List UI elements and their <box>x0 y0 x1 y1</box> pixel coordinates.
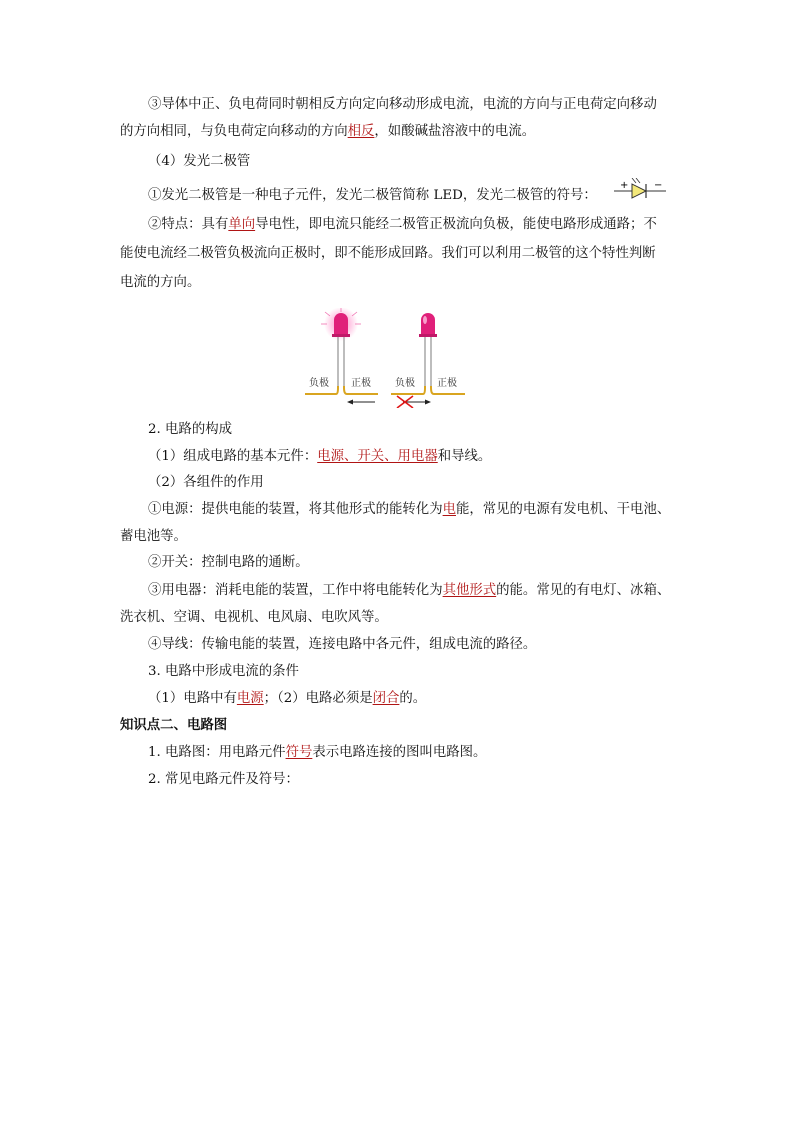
text-line-16: ④导线：传输电能的装置，连接电路中各元件，组成电流的路径。 <box>148 637 537 652</box>
text: 1. 电路图：用电路元件 <box>148 745 286 760</box>
answer-highlight: 符号 <box>285 745 313 760</box>
text-line-15: 洗衣机、空调、电视机、电风扇、电吹风等。 <box>120 610 388 625</box>
text-line-10: （2）各组件的作用 <box>148 475 264 490</box>
answer-highlight: 单向 <box>228 217 256 232</box>
text: ；（2）电路必须是 <box>263 691 373 706</box>
text: 的能。常见的有电灯、冰箱、 <box>496 583 671 598</box>
text-line-12: 蓄电池等。 <box>120 529 187 544</box>
text: 的。 <box>399 691 427 706</box>
left-negative-label: 负极 <box>309 378 329 389</box>
text-line-11 <box>148 500 670 520</box>
text: 的方向相同，与负电荷定向移动的方向 <box>120 124 348 139</box>
right-positive-label: 正极 <box>437 378 457 389</box>
lit-led-icon <box>321 308 361 386</box>
blocked-current-icon <box>397 396 431 408</box>
text-line-9 <box>148 447 491 467</box>
text-line-4: ①发光二极管是一种电子元件，发光二极管简称 LED，发光二极管的符号： <box>148 188 597 203</box>
diode-symbol-icon <box>614 178 670 200</box>
answer-highlight: 其他形式 <box>442 583 497 598</box>
answer-highlight: 电源、开关、用电器 <box>317 449 438 464</box>
left-positive-label: 正极 <box>351 378 371 389</box>
text-line-21: 2. 常见电路元件及符号： <box>148 772 299 787</box>
text-line-7: 电流的方向。 <box>120 275 201 290</box>
answer-highlight: 相反 <box>347 124 375 139</box>
led-diagram <box>303 308 467 408</box>
text-line-13: ②开关：控制电路的通断。 <box>148 555 309 570</box>
text: 导电性，即电流只能经二极管正极流向负极，能使电路形成通路；不 <box>255 217 657 232</box>
minus-sign: − <box>654 180 663 191</box>
plus-sign: + <box>620 180 629 191</box>
answer-highlight: 电源 <box>236 691 264 706</box>
text-line-14 <box>148 581 670 601</box>
text: ③用电器：消耗电能的装置，工作中将电能转化为 <box>148 583 443 598</box>
text-line-20 <box>148 743 486 763</box>
text: 表示电路连接的图叫电路图。 <box>312 745 487 760</box>
section-circuit-composition: 2. 电路的构成 <box>148 422 232 437</box>
text-line-2 <box>120 122 535 142</box>
text: 和导线。 <box>437 449 492 464</box>
text-line-6: 能使电流经二极管负极流向正极时，即不能形成回路。我们可以利用二极管的这个特性判断 <box>120 246 656 261</box>
current-arrow-icon <box>347 400 375 405</box>
text: ②特点：具有 <box>148 217 229 232</box>
text-line-18 <box>148 689 426 709</box>
right-negative-label: 负极 <box>395 378 415 389</box>
text: ①电源：提供电能的装置，将其他形式的能转化为 <box>148 502 443 517</box>
text-line-5 <box>148 215 657 235</box>
text-line-1: ③导体中正、负电荷同时朝相反方向定向移动形成电流，电流的方向与正电荷定向移动 <box>148 97 657 112</box>
text: 能，常见的电源有发电机、干电池、 <box>455 502 671 517</box>
unlit-led-icon <box>419 313 437 386</box>
section-current-conditions: 3. 电路中形成电流的条件 <box>148 664 299 679</box>
text: （1）组成电路的基本元件： <box>148 449 318 464</box>
text: （1）电路中有 <box>148 691 237 706</box>
answer-highlight: 闭合 <box>372 691 400 706</box>
subheading-led: （4）发光二极管 <box>148 154 251 169</box>
text: ，如酸碱盐溶液中的电流。 <box>374 124 536 139</box>
knowledge-point-heading: 知识点二、电路图 <box>120 718 228 733</box>
answer-highlight: 电 <box>442 502 456 517</box>
